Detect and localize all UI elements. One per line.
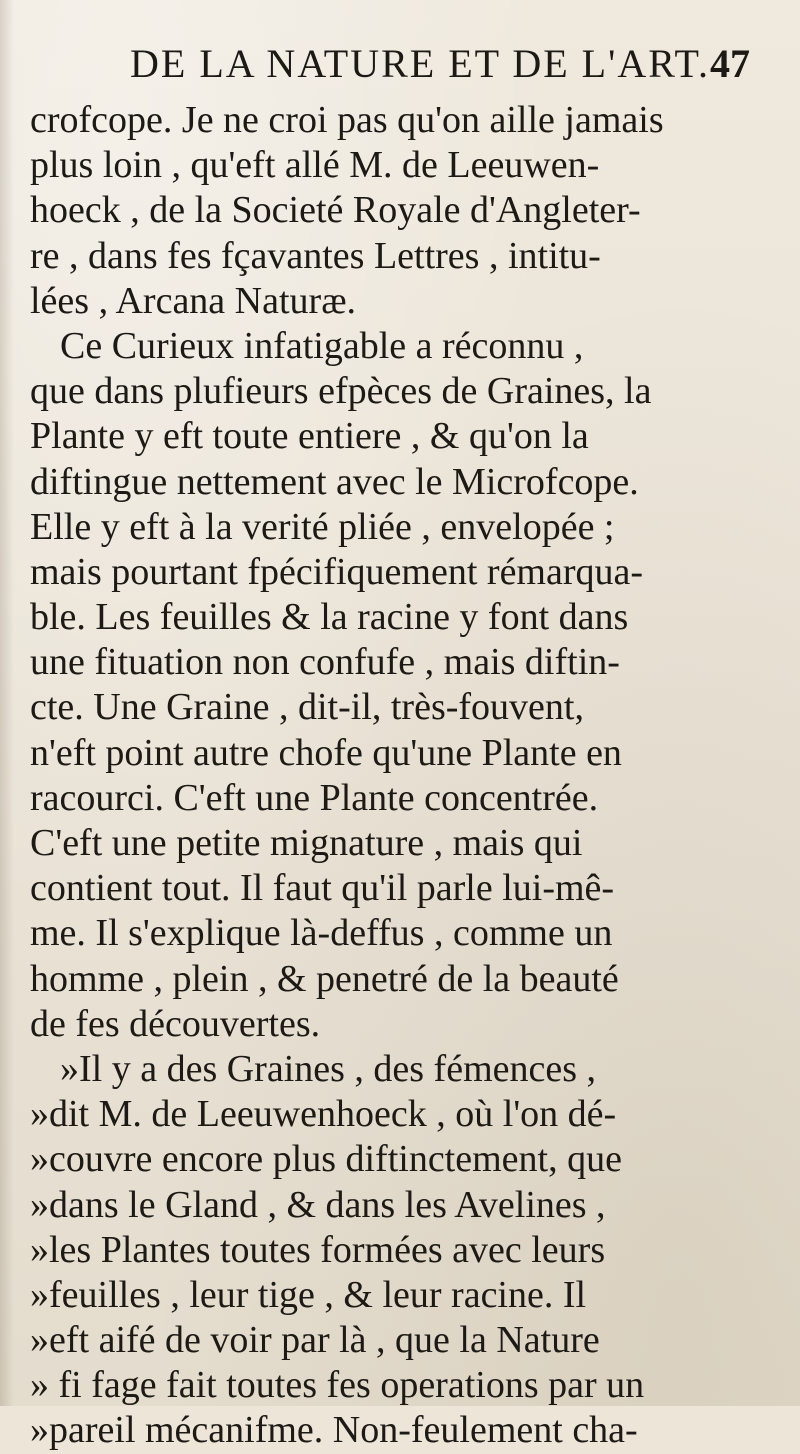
text-line: racourci. C'eft une Plante concentrée.	[30, 776, 599, 819]
quote-line: »feuilles , leur tige , & leur racine. Il	[30, 1273, 587, 1316]
quote-line: »Il y a des Graines , des fémences ,	[60, 1047, 597, 1090]
page-number: 47	[709, 41, 750, 86]
text-line: contient tout. Il faut qu'il parle lui-mê-	[30, 867, 615, 910]
text-line: me. Il s'explique là-deffus , comme un	[30, 912, 613, 955]
text-line: une fituation non confufe , mais diftin-	[30, 641, 620, 684]
text-line: C'eft une petite mignature , mais qui	[30, 822, 583, 864]
text-line: diftingue nettement avec le Microfcope.	[30, 460, 639, 503]
text-line: mais pourtant fpécifiquement rémarqua-	[30, 550, 644, 593]
text-line: crofcope. Je ne croi pas qu'on aille jamais	[30, 99, 664, 141]
text-line: ble. Les feuilles & la racine y font dans	[30, 596, 629, 639]
running-title: DE LA NATURE ET DE L'ART.	[130, 41, 710, 86]
text-line: re , dans fes fçavantes Lettres , intitu-	[30, 234, 601, 277]
page-edge-shadow	[0, 0, 14, 1406]
quote-line: »couvre encore plus diftinctement, que	[30, 1138, 622, 1181]
text-line: de fes découvertes.	[30, 1002, 321, 1045]
text-line: Elle y eft à la verité pliée , envelopée ;	[30, 505, 615, 548]
quote-line: »eft aifé de voir par là , que la Nature	[30, 1319, 600, 1362]
quote-line: »dans le Gland , & dans les Avelines ,	[30, 1183, 606, 1226]
running-head	[130, 40, 750, 90]
text-line: n'eft point autre chofe qu'une Plante en	[30, 731, 622, 774]
text-line: Ce Curieux infatigable a réconnu ,	[60, 324, 584, 367]
body-text	[30, 98, 770, 1454]
quote-line: »dit M. de Leeuwenhoeck , où l'on dé-	[30, 1093, 617, 1136]
text-line: cte. Une Graine , dit-il, très-fouvent,	[30, 686, 584, 729]
quote-line: »pareil mécanifme. Non-feulement cha-	[30, 1409, 638, 1452]
quote-line: » fi fage fait toutes fes operations par un	[30, 1364, 645, 1407]
text-line: homme , plein , & penetré de la beauté	[30, 957, 619, 1000]
quote-line: »les Plantes toutes formées avec leurs	[30, 1228, 606, 1271]
text-line: plus loin , qu'eft allé M. de Leeuwen-	[30, 144, 600, 187]
text-line: hoeck , de la Societé Royale d'Angleter-	[30, 189, 641, 232]
text-line: que dans plufieurs efpèces de Graines, la	[30, 370, 652, 413]
text-line: lées , Arcana Naturæ.	[30, 279, 357, 322]
text-line: Plante y eft toute entiere , & qu'on la	[30, 415, 589, 458]
